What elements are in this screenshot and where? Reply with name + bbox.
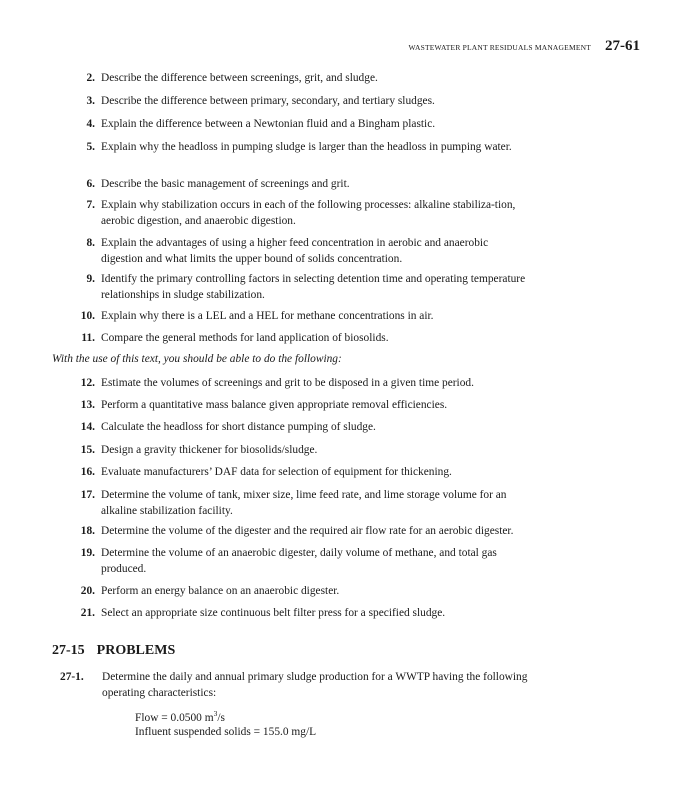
item-text: Explain why the headloss in pumping sludge is larger than the headloss in pumping water. xyxy=(101,141,512,153)
flow-label: Flow xyxy=(135,711,159,724)
list-item xyxy=(60,443,530,459)
item-number: 6. xyxy=(86,178,95,190)
list-item xyxy=(60,309,530,325)
item-number: 14. xyxy=(80,421,95,433)
section-title: PROBLEMS xyxy=(96,643,176,658)
item-text: Perform an energy balance on an anaerobic digester. xyxy=(101,585,340,597)
list-item xyxy=(60,177,530,193)
item-number: 11. xyxy=(81,332,95,344)
item-number: 12. xyxy=(80,377,95,389)
item-text: Identify the primary controlling factors in selecting detention time and operating temperature relationships in sludge stabilization. xyxy=(101,273,526,301)
item-number: 17. xyxy=(80,489,95,501)
item-number: 5. xyxy=(86,141,95,153)
item-text: Evaluate manufacturers’ DAF data for selection of equipment for thickening. xyxy=(101,466,452,478)
item-text: Describe the difference between primary, secondary, and tertiary sludges. xyxy=(101,95,435,107)
problem-item xyxy=(60,670,540,701)
item-number: 2. xyxy=(86,72,95,84)
item-text: Describe the difference between screenings, grit, and sludge. xyxy=(101,72,378,84)
running-title: WASTEWATER PLANT RESIDUALS MANAGEMENT xyxy=(408,43,591,52)
item-text: Compare the general methods for land application of biosolids. xyxy=(101,332,389,344)
influent-line: Influent suspended solids = 155.0 mg/L xyxy=(135,725,317,738)
list-item xyxy=(60,272,530,303)
item-text: Explain the advantages of using a higher feed concentration in aerobic and anaerobic digestion and what limits the upper bound of solids concentration. xyxy=(101,237,489,265)
list-item xyxy=(60,140,530,156)
item-text: Perform a quantitative mass balance given appropriate removal efficiencies. xyxy=(101,399,448,411)
item-number: 7. xyxy=(86,199,95,211)
item-number: 15. xyxy=(80,444,95,456)
section-number: 27-15 xyxy=(52,643,85,658)
section-heading xyxy=(52,643,175,659)
list-item xyxy=(60,94,530,110)
item-text: Explain the difference between a Newtonian fluid and a Bingham plastic. xyxy=(101,118,436,130)
item-number: 3. xyxy=(86,95,95,107)
flow-line: Flow = 0.0500 $m^3/s$ xyxy=(135,709,225,724)
intro-text: With the use of this text, you should be able to do the following: xyxy=(52,353,342,365)
item-number: 21. xyxy=(80,607,95,619)
list-item xyxy=(60,117,530,133)
item-number: 9. xyxy=(86,273,95,285)
list-item xyxy=(60,398,530,414)
item-text: Estimate the volumes of screenings and grit to be disposed in a given time period. xyxy=(101,377,474,389)
item-text: Design a gravity thickener for biosolids/sludge. xyxy=(101,444,318,456)
item-text: Determine the volume of an anaerobic digester, daily volume of methane, and total gas produced. xyxy=(101,547,497,575)
problem-data xyxy=(135,707,316,739)
list-item xyxy=(60,331,530,347)
item-number: 20. xyxy=(80,585,95,597)
running-head xyxy=(409,38,640,55)
list-item xyxy=(60,236,530,267)
list-item xyxy=(60,488,530,519)
list-item xyxy=(60,420,530,436)
item-text: Explain why stabilization occurs in each of the following processes: alkaline stabiliza-tion, aerobic digestion, and anaerobic digestion. xyxy=(101,199,516,227)
list-item xyxy=(60,376,530,392)
list-item xyxy=(60,584,530,600)
page-number: 27-61 xyxy=(605,38,640,54)
list-item xyxy=(60,546,530,577)
item-number: 4. xyxy=(86,118,95,130)
item-text: Select an appropriate size continuous belt filter press for a specified sludge. xyxy=(101,607,446,619)
item-number: 16. xyxy=(80,466,95,478)
item-text: Determine the volume of tank, mixer size, lime feed rate, and lime storage volume for an alkaline stabilization facility. xyxy=(101,489,507,517)
flow-exponent: 3 xyxy=(213,709,218,718)
flow-unit: /s xyxy=(217,711,225,724)
problem-text: Determine the daily and annual primary sludge production for a WWTP having the following operating characteristics: xyxy=(102,671,528,699)
item-number: 19. xyxy=(80,547,95,559)
problem-number: 27-1. xyxy=(60,671,84,683)
item-text: Calculate the headloss for short distance pumping of sludge. xyxy=(101,421,376,433)
list-item xyxy=(60,465,530,481)
flow-value: 0.0500 m xyxy=(170,711,214,724)
item-text: Determine the volume of the digester and the required air flow rate for an aerobic digester. xyxy=(101,525,514,537)
item-text: Explain why there is a LEL and a HEL for methane concentrations in air. xyxy=(101,310,434,322)
item-text: Describe the basic management of screenings and grit. xyxy=(101,178,350,190)
influent-value: 155.0 mg/L xyxy=(262,725,317,738)
list-item xyxy=(60,71,530,87)
list-item xyxy=(60,606,530,622)
item-number: 10. xyxy=(80,310,95,322)
item-number: 8. xyxy=(86,237,95,249)
list-item xyxy=(60,198,530,229)
item-number: 18. xyxy=(80,525,95,537)
item-number: 13. xyxy=(80,399,95,411)
influent-label: Influent suspended solids xyxy=(135,725,251,738)
list-item xyxy=(60,524,530,540)
